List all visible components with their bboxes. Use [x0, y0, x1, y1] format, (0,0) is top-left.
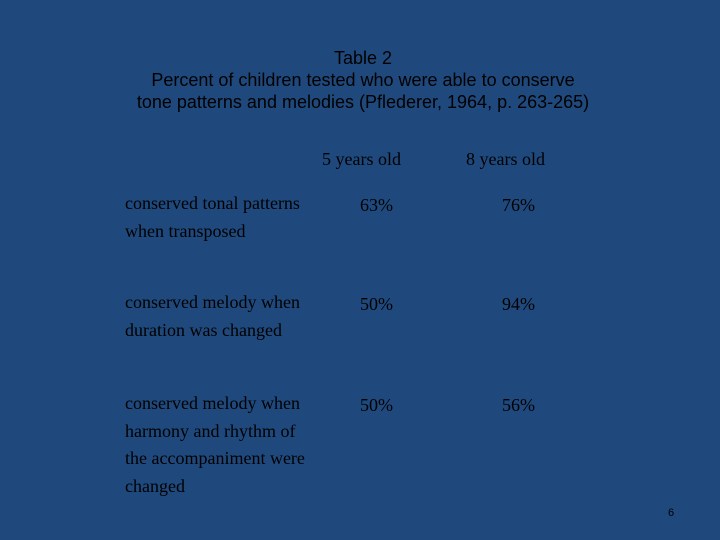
column-header-8-years: 8 years old — [466, 149, 545, 169]
slide-number: 6 — [668, 507, 675, 519]
cell-5-years: 50% — [360, 294, 393, 314]
title-line-3: tone patterns and melodies (Pflederer, 1964, p. 263-265) — [136, 92, 590, 112]
cell-5-years: 63% — [360, 195, 393, 215]
table-title — [0, 47, 720, 113]
cell-5-years: 50% — [360, 395, 393, 415]
row-label: conserved melody when harmony and rhythm of the accompaniment were changed — [125, 393, 305, 496]
cell-8-years: 56% — [502, 395, 535, 415]
row-label: conserved melody when duration was changed — [125, 292, 300, 340]
cell-8-years: 94% — [502, 294, 535, 314]
title-line-2: Percent of children tested who were able to conserve — [151, 70, 575, 90]
title-line-1: Table 2 — [333, 48, 393, 68]
row-label: conserved tonal patterns when transposed — [125, 193, 300, 241]
column-header-5-years: 5 years old — [322, 149, 401, 169]
cell-8-years: 76% — [502, 195, 535, 215]
